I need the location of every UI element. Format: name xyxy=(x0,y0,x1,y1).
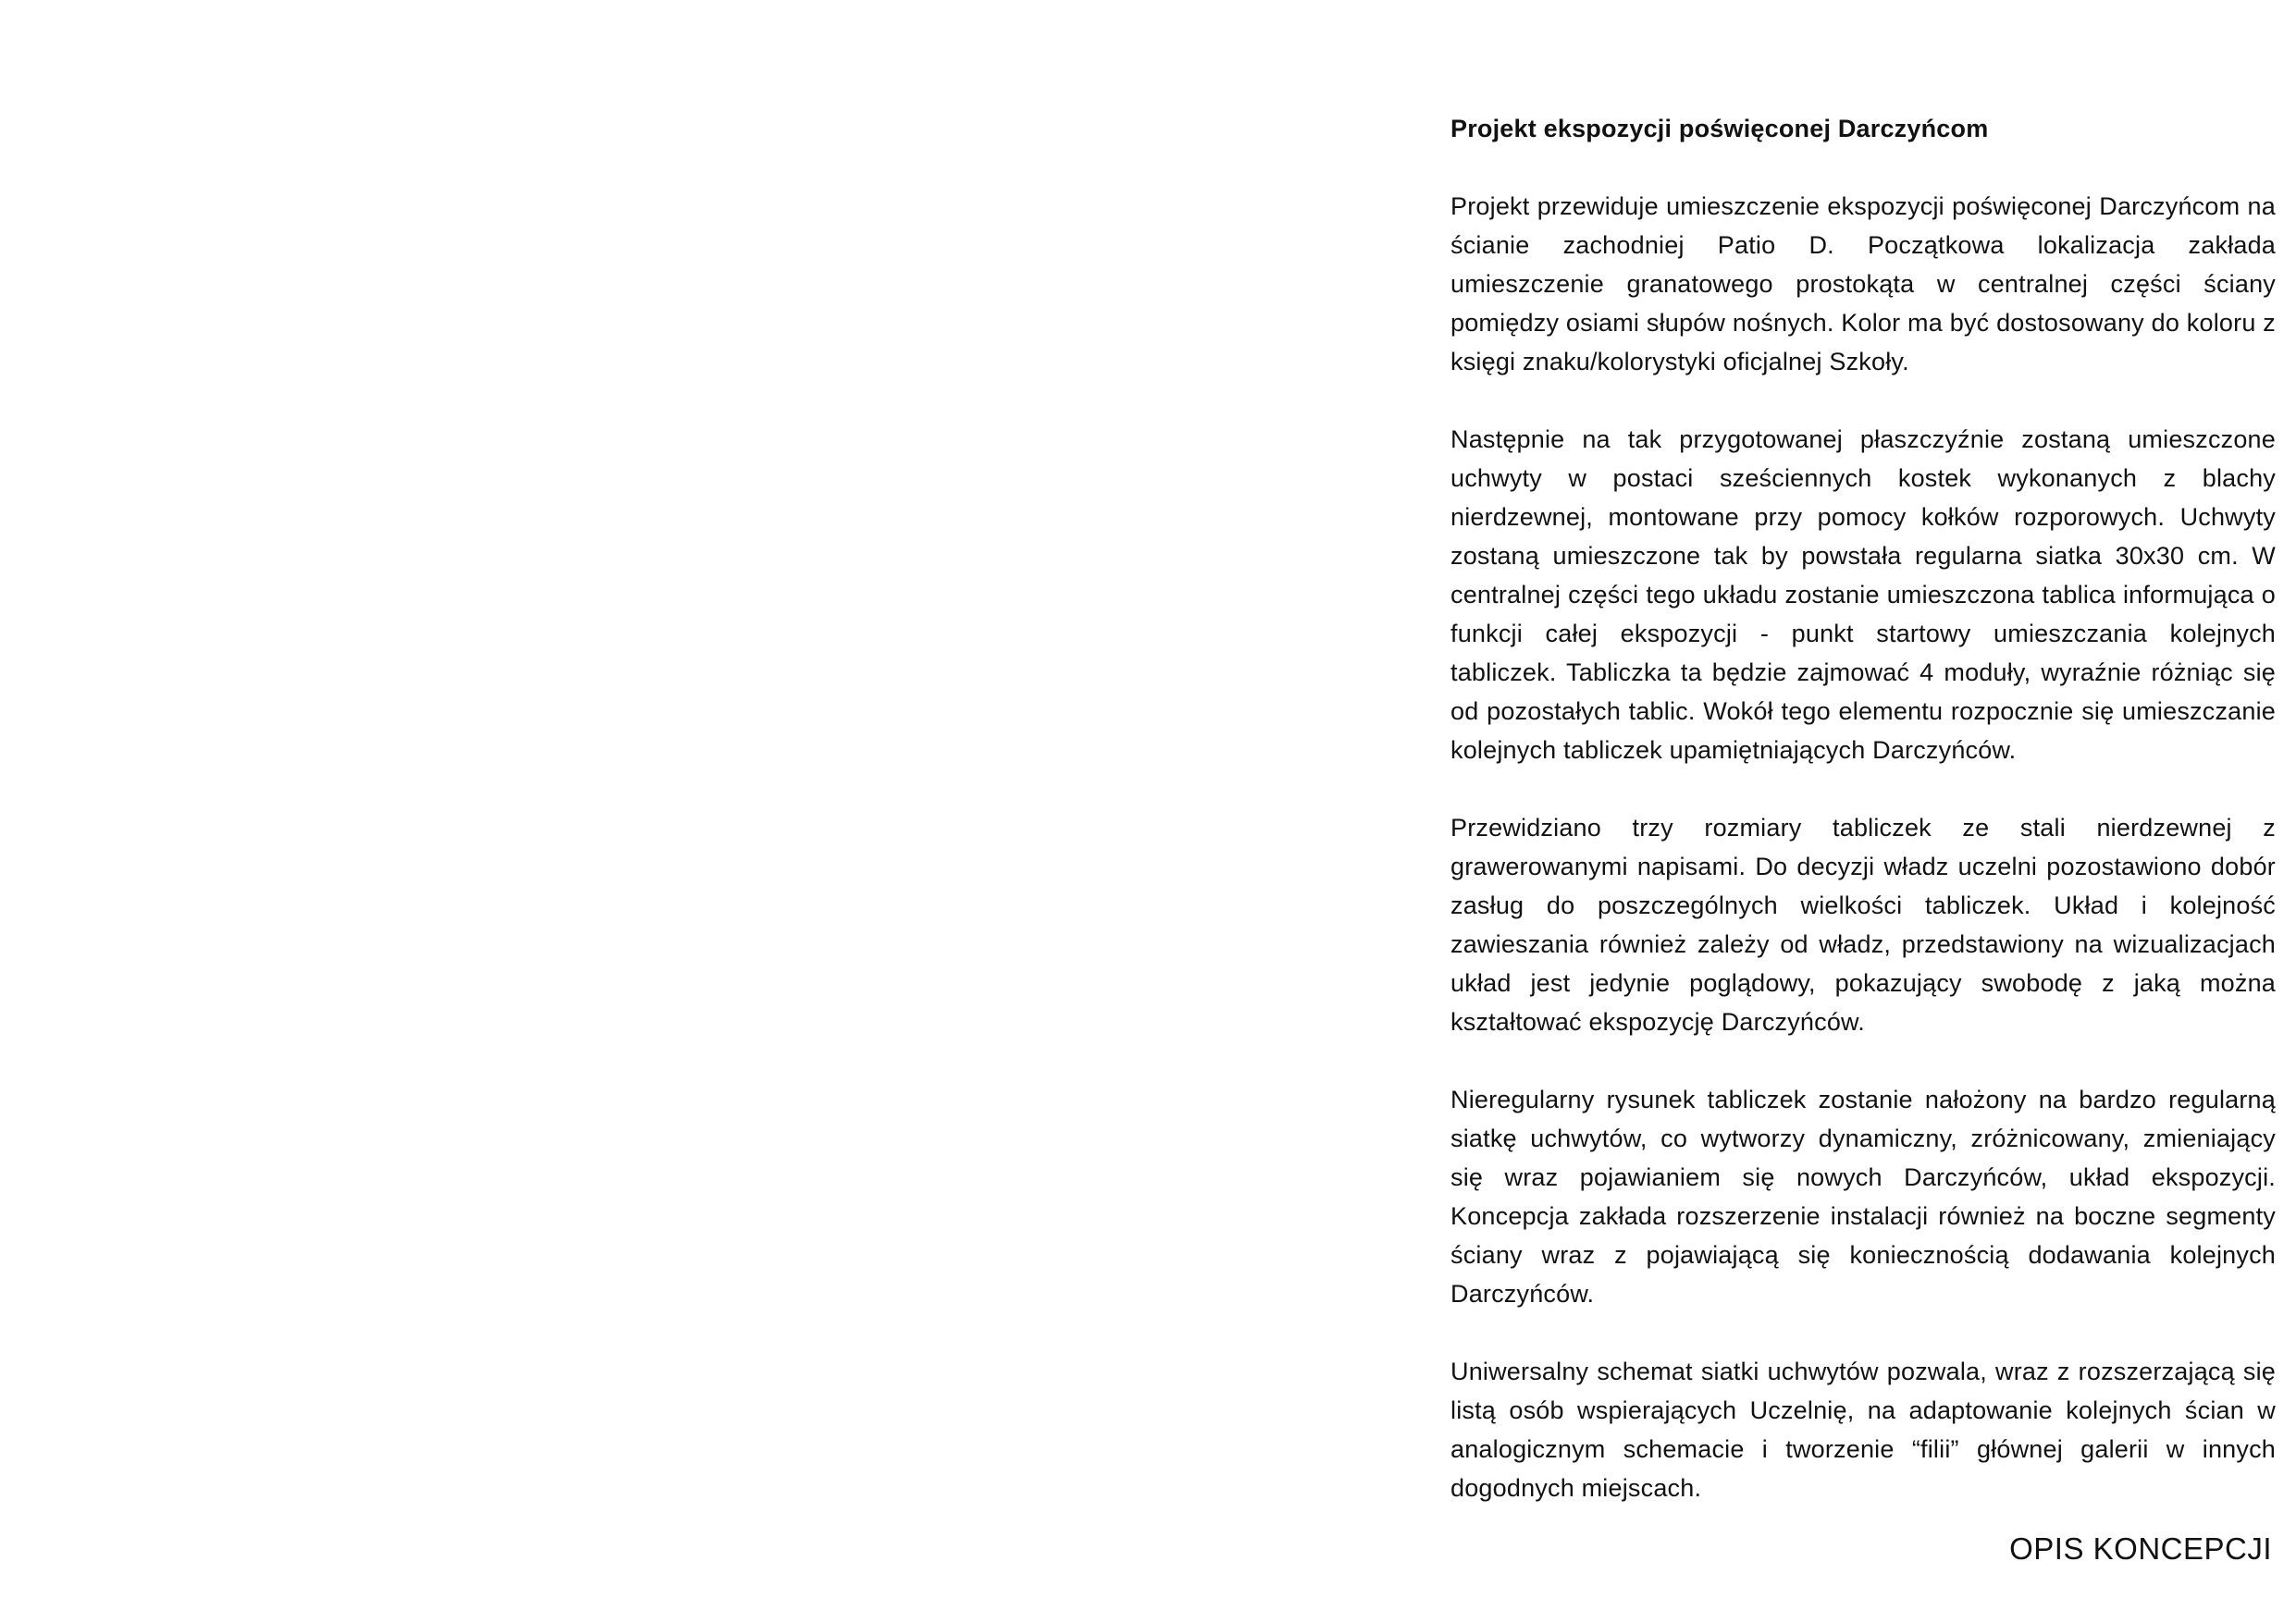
footer-section-label: OPIS KONCEPCJI xyxy=(2009,1531,2272,1566)
paragraph-location: Projekt przewiduje umieszczenie ekspozycji poświęconej Darczyńcom na ścianie zachodniej Patio D. Początkowa lokalizacja zakłada umieszczenie granatowego prostokąta w centralnej części ściany pomiędzy osiami słupów nośnych. Kolor ma być dostosowany do koloru z księgi znaku/kolorystyki oficjalnej Szkoły. xyxy=(1450,192,2276,375)
text-column xyxy=(1450,109,2276,1507)
paragraph-irregular-layout: Nieregularny rysunek tabliczek zostanie nałożony na bardzo regularną siatkę uchwytów, co wytworzy dynamiczny, zróżnicowany, zmieniający się wraz pojawianiem się nowych Darczyńców, układ ekspozycji. Koncepcja zakłada rozszerzenie instalacji również na boczne segmenty ściany wraz z pojawiającą się koniecznością dodawania kolejnych Darczyńców. xyxy=(1450,1086,2276,1308)
paragraph-grid-handles: Następnie na tak przygotowanej płaszczyźnie zostaną umieszczone uchwyty w postaci sześciennych kostek wykonanych z blachy nierdzewnej, montowane przy pomocy kołków rozporowych. Uchwyty zostaną umieszczone tak by powstała regularna siatka 30x30 cm. W centralnej części tego układu zostanie umieszczona tablica informująca o funkcji całej ekspozycji - punkt startowy umieszczania kolejnych tabliczek. Tabliczka ta będzie zajmować 4 moduły, wyraźnie różniąc się od pozostałych tablic. Wokół tego elementu rozpocznie się umieszczanie kolejnych tabliczek upamiętniających Darczyńców. xyxy=(1450,425,2276,764)
paragraph-plaque-sizes: Przewidziano trzy rozmiary tabliczek ze stali nierdzewnej z grawerowanymi napisami. Do decyzji władz uczelni pozostawiono dobór zasług do poszczególnych wielkości tabliczek. Układ i kolejność zawieszania również zależy od władz, przedstawiony na wizualizacjach układ jest jedynie poglądowy, pokazujący swobodę z jaką można kształtować ekspozycję Darczyńców. xyxy=(1450,814,2276,1036)
document-title: Projekt ekspozycji poświęconej Darczyńcom xyxy=(1450,115,1989,142)
paragraph-universal-scheme: Uniwersalny schemat siatki uchwytów pozwala, wraz z rozszerzającą się listą osób wspierających Uczelnię, na adaptowanie kolejnych ścian w analogicznym schemacie i tworzenie “filii” głównej galerii w innych dogodnych miejscach. xyxy=(1450,1358,2276,1502)
